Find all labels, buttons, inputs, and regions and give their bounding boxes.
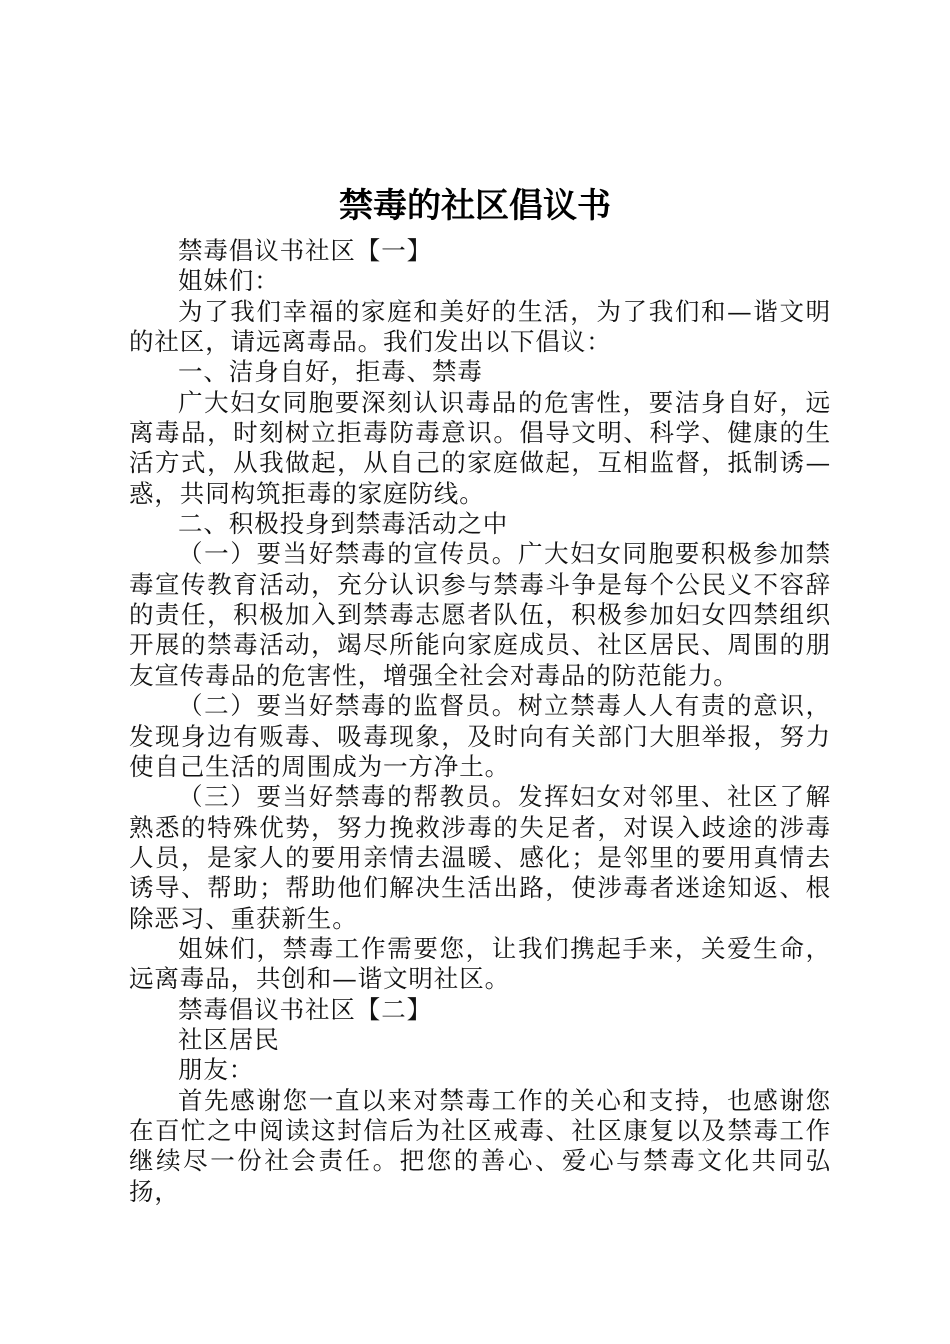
subpoint-two-paragraph: （二）要当好禁毒的监督员。树立禁毒人人有责的意识，发现身边有贩毒、吸毒现象，及时向有关部门大胆举报，努力使自己生活的周围成为一方净土。 (129, 691, 831, 781)
subpoint-three-paragraph: （三）要当好禁毒的帮教员。发挥妇女对邻里、社区了解熟悉的特殊优势，努力挽救涉毒的失足者，对误入歧途的涉毒人员，是家人的要用亲情去温暖、感化；是邻里的要用真情去诱导、帮助；帮助他们解决生活出路，使涉毒者迷途知返、根除恶习、重获新生。 (129, 782, 831, 933)
section-heading-two: 禁毒倡议书社区【二】 (178, 994, 432, 1024)
document-body (129, 236, 831, 1207)
closing-paragraph: 姐妹们，禁毒工作需要您，让我们携起手来，关爱生命，远离毒品，共创和—谐文明社区。 (129, 933, 831, 994)
recipient-line: 社区居民 (178, 1024, 280, 1054)
letter-body-paragraph: 首先感谢您一直以来对禁毒工作的关心和支持，也感谢您在百忙之中阅读这封信后为社区戒毒、社区康复以及禁毒工作继续尽一份社会责任。把您的善心、爱心与禁毒文化共同弘扬， (129, 1085, 831, 1206)
salutation-friends: 朋友： (178, 1055, 255, 1085)
point-one-paragraph: 广大妇女同胞要深刻认识毒品的危害性，要洁身自好，远离毒品，时刻树立拒毒防毒意识。倡导文明、科学、健康的生活方式，从我做起，从自己的家庭做起，互相监督，抵制诱—惑，共同构筑拒毒的家庭防线。 (129, 387, 831, 508)
section-heading-one: 禁毒倡议书社区【一】 (178, 236, 432, 265)
point-one-heading: 一、洁身自好，拒毒、禁毒 (178, 357, 483, 387)
document-title: 禁毒的社区倡议书 (339, 186, 611, 226)
salutation-sisters: 姐妹们： (178, 266, 280, 296)
intro-paragraph: 为了我们幸福的家庭和美好的生活，为了我们和—谐文明的社区，请远离毒品。我们发出以下倡议： (129, 296, 831, 357)
subpoint-one-paragraph: （一）要当好禁毒的宣传员。广大妇女同胞要积极参加禁毒宣传教育活动，充分认识参与禁毒斗争是每个公民义不容辞的责任，积极加入到禁毒志愿者队伍，积极参加妇女四禁组织开展的禁毒活动，竭尽所能向家庭成员、社区居民、周围的朋友宣传毒品的危害性，增强全社会对毒品的防范能力。 (129, 539, 831, 690)
point-two-heading: 二、积极投身到禁毒活动之中 (178, 509, 509, 539)
